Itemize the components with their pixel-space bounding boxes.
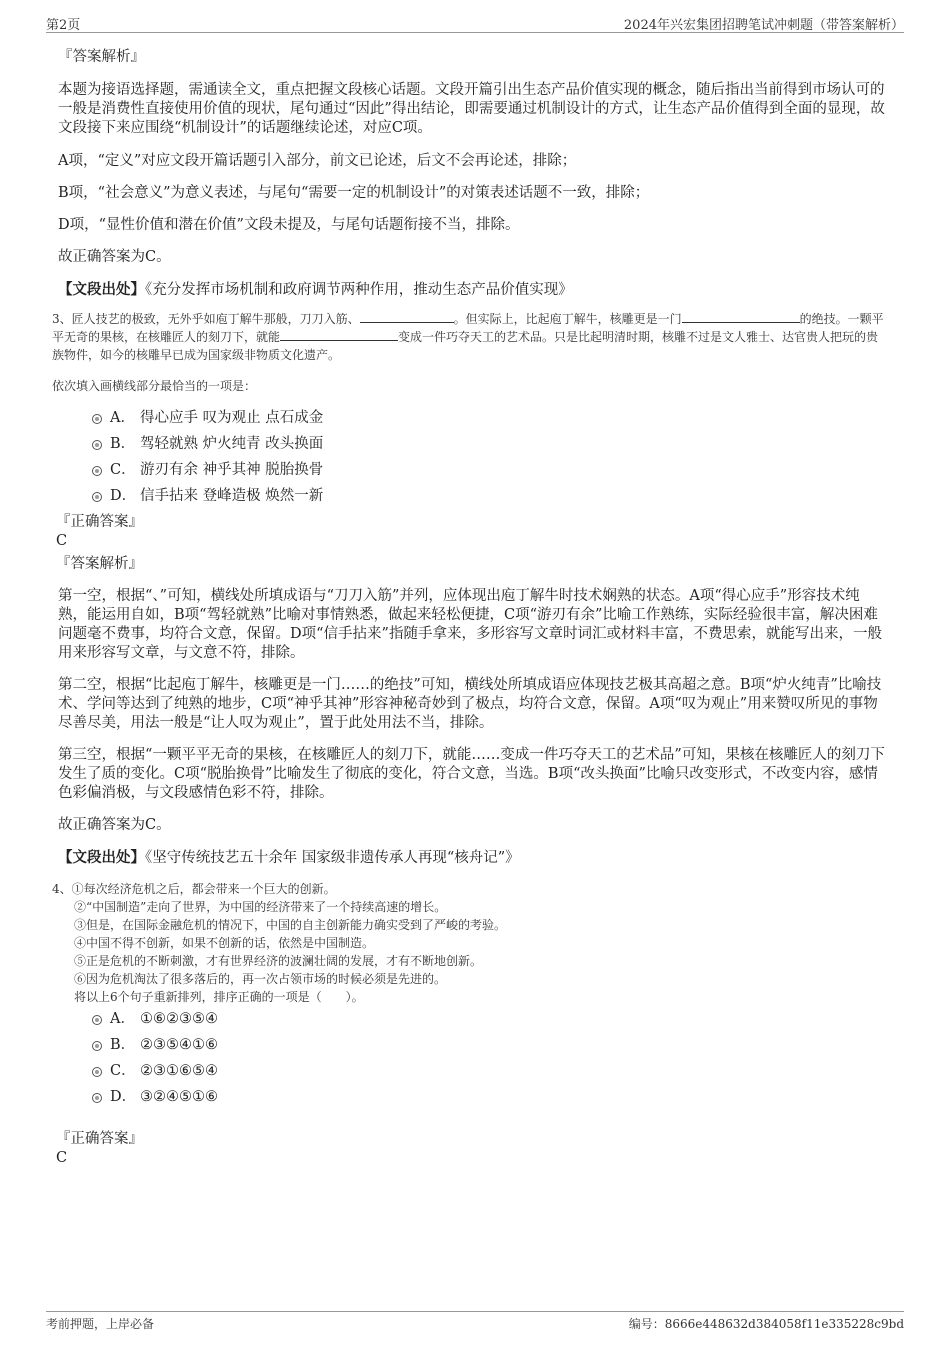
q4-line-1: 4、①每次经济危机之后，都会带来一个巨大的创新。: [52, 882, 336, 896]
q3-option-a[interactable]: A． 得心应手 叹为观止 点石成金: [52, 405, 886, 431]
radio-icon[interactable]: [92, 414, 102, 424]
radio-icon[interactable]: [92, 492, 102, 502]
q4-line-4: ④中国不得不创新，如果不创新的话，依然是中国制造。: [74, 936, 375, 950]
q4-line-5: ⑤正是危机的不断刺激，才有世界经济的波澜壮阔的发展，才有不断地创新。: [74, 954, 483, 968]
q3: [52, 310, 886, 868]
q4-line-6: ⑥因为危机淘汰了很多落后的，再一次占领市场的时候必须是先进的。: [74, 972, 447, 986]
q3-conclusion: 故正确答案为C。: [58, 817, 171, 833]
q4-options: [52, 1006, 886, 1110]
q4-option-b[interactable]: B． ②③⑤④①⑥: [52, 1032, 886, 1058]
radio-icon[interactable]: [92, 1067, 102, 1077]
q3-source: [58, 848, 886, 868]
q2-analysis: [58, 48, 886, 300]
q3-analysis-label: 『答案解析』: [56, 556, 143, 572]
q4: [52, 880, 886, 1168]
q2-source: [58, 280, 886, 300]
q3-option-d[interactable]: D． 信手拈来 登峰造极 焕然一新: [52, 483, 886, 509]
q4-line-2: ②“中国制造”走向了世界，为中国的经济带来了一个持续高速的增长。: [74, 900, 447, 914]
radio-icon[interactable]: [92, 1015, 102, 1025]
q2-analysis-label: 『答案解析』: [58, 49, 145, 65]
q2-option-a-analysis: A项，“定义”对应文段开篇话题引入部分，前文已论述，后文不会再论述，排除；: [58, 153, 577, 169]
q2-source-text: 《充分发挥市场机制和政府调节两种作用，推动生态产品价值实现》: [145, 282, 573, 298]
q2-analysis-paragraph: 本题为接语选择题，需通读全文，重点把握文段核心话题。文段开篇引出生态产品价值实现的概念，随后指出当前得到市场认可的一般是消费性直接使用价值的现状，尾句通过“因此”得出结论，即需要通过机制设计的方式，让生态产品价值得到全面的显现，故文段接下来应围绕“机制设计”的话题继续论述，对应C项。: [58, 82, 885, 136]
q4-answer: C: [56, 1150, 68, 1166]
q3-blank-1: [360, 310, 454, 323]
q3-answer-label: 『正确答案』: [56, 514, 143, 530]
q3-blank-2: [682, 310, 800, 323]
footer-code: 编号：8666e448632d384058f11e335228c9bd: [628, 1317, 904, 1331]
q2-option-d-analysis: D项，“显性价值和潜在价值”文段未提及，与尾句话题衔接不当，排除。: [58, 217, 520, 233]
q3-option-c[interactable]: C． 游刃有余 神乎其神 脱胎换骨: [52, 457, 886, 483]
main-content: [52, 46, 886, 1168]
page-footer: [46, 1311, 904, 1336]
q2-conclusion: 故正确答案为C。: [58, 249, 171, 265]
radio-icon[interactable]: [92, 440, 102, 450]
q3-analysis-2: 第二空，根据“比起庖丁解牛，核雕更是一门……的绝技”可知，横线处所填成语应体现技艺极其高超之意。B项“炉火纯青”比喻技术、学问等达到了纯熟的地步，C项“神乎其神”形容神秘奇妙到了极点，均符合文意，保留。A项“叹为观止”用来赞叹所见的事物尽善尽美，用法一般是“让人叹为观止”，置于此处用法不当，排除。: [58, 677, 882, 731]
document-title: 2024年兴宏集团招聘笔试冲刺题（带答案解析）: [623, 18, 904, 33]
q3-prompt: 依次填入画横线部分最恰当的一项是：: [52, 379, 257, 393]
q4-line-3: ③但是，在国际金融危机的情况下，中国的自主创新能力确实受到了严峻的考验。: [74, 918, 507, 932]
q3-answer: C: [56, 533, 68, 549]
q4-option-c[interactable]: C． ②③①⑥⑤④: [52, 1058, 886, 1084]
q3-analysis-3: 第三空，根据“一颗平平无奇的果核，在核雕匠人的刻刀下，就能……变成一件巧夺天工的艺术品”可知，果核在核雕匠人的刻刀下发生了质的变化。C项“脱胎换骨”比喻发生了彻底的变化，符合文意，当选。B项“改头换面”比喻只改变形式，不改变内容，感情色彩偏消极，与文段感情色彩不符，排除。: [58, 747, 885, 801]
q3-stem: 3、匠人技艺的极致，无外乎如庖丁解牛那般，刀刀入筋、 。但实际上，比起庖丁解牛，核雕更是一门 的绝技。一颗平平无奇的果核，在核雕匠人的刻刀下，就能 变成一件巧夺天工的艺术品。只是比起明清时期，核雕不过是文人雅士、达官贵人把玩的贵族物件，如今的核雕早已成为国家级非物质文化遗产。: [52, 312, 884, 362]
page-number: 第2页: [46, 18, 81, 33]
q4-prompt: 将以上6个句子重新排列，排序正确的一项是（ ）。: [74, 990, 364, 1004]
document-code: 8666e448632d384058f11e335228c9bd: [664, 1317, 904, 1331]
q3-analysis-1: 第一空，根据“、”可知，横线处所填成语与“刀刀入筋”并列，应体现出庖丁解牛时技术娴熟的状态。A项“得心应手”形容技术纯熟，能运用自如，B项“驾轻就熟”比喻对事情熟悉，做起来轻松便捷，C项“游刃有余”比喻工作熟练，实际经验很丰富，解决困难问题毫不费事，均符合文意，保留。D项“信手拈来”指随手拿来，多形容写文章时词汇或材料丰富，不费思索，就能写出来，一般用来形容写文章，与文意不符，排除。: [58, 588, 882, 661]
q3-source-label: 【文段出处】: [58, 849, 145, 866]
q4-option-a[interactable]: A． ①⑥②③⑤④: [52, 1006, 886, 1032]
q4-option-d[interactable]: D． ③②④⑤①⑥: [52, 1084, 886, 1110]
footer-slogan: 考前押题，上岸必备: [46, 1317, 155, 1331]
q3-options: [52, 405, 886, 509]
q4-answer-label: 『正确答案』: [56, 1131, 143, 1147]
q2-option-b-analysis: B项，“社会意义”为意义表述，与尾句“需要一定的机制设计”的对策表述话题不一致，排除；: [58, 185, 650, 201]
q3-option-b[interactable]: B． 驾轻就熟 炉火纯青 改头换面: [52, 431, 886, 457]
q2-source-label: 【文段出处】: [58, 281, 145, 298]
radio-icon[interactable]: [92, 1093, 102, 1103]
radio-icon[interactable]: [92, 466, 102, 476]
q3-source-text: 《坚守传统技艺五十余年 国家级非遗传承人再现“核舟记”》: [145, 850, 520, 866]
page-header: [46, 12, 904, 33]
q3-blank-3: [280, 328, 398, 341]
radio-icon[interactable]: [92, 1041, 102, 1051]
